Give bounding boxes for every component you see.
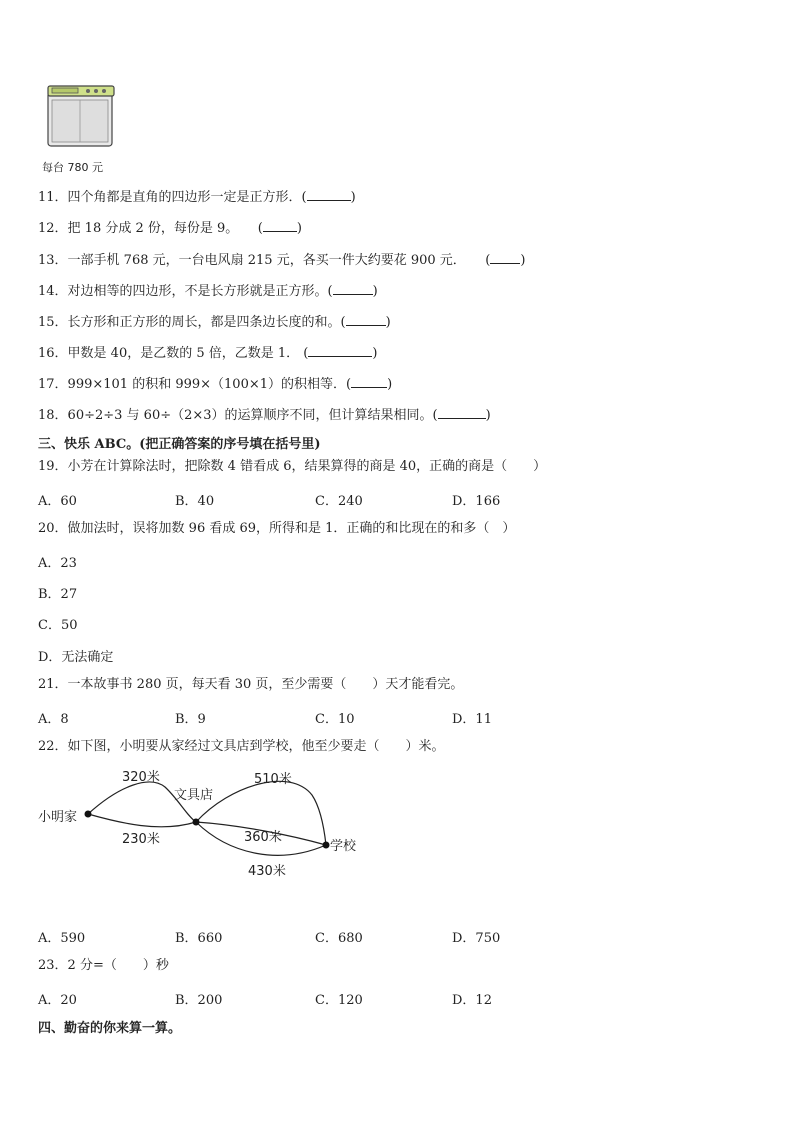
distance-320: 320米 — [122, 770, 160, 785]
question-18: 18．60÷2÷3 与 60÷（2×3）的运算顺序不同，但计算结果相同。( ) — [38, 408, 491, 423]
q22-option-b[interactable]: B．660 — [175, 931, 223, 946]
section-4-title: 四、勤奋的你来算一算。 — [38, 1021, 182, 1036]
shop-point — [193, 819, 200, 826]
distance-230: 230米 — [122, 832, 160, 847]
washing-machine-icon — [44, 82, 118, 148]
q19-option-b[interactable]: B．40 — [175, 494, 215, 509]
question-22-stem: 22．如下图，小明要从家经过文具店到学校，他至少要走（ ）米。 — [38, 739, 445, 754]
question-13: 13．一部手机 768 元，一台电风扇 215 元，各买一件大约要花 900 元． ( ) — [38, 253, 526, 268]
section-3-title: 三、快乐 ABC。(把正确答案的序号填在括号里) — [38, 437, 321, 452]
q23-option-a[interactable]: A．20 — [38, 993, 77, 1008]
q21-option-c[interactable]: C．10 — [315, 712, 355, 727]
q23-option-c[interactable]: C．120 — [315, 993, 363, 1008]
q22-option-a[interactable]: A．590 — [38, 931, 86, 946]
question-15: 15．长方形和正方形的周长，都是四条边长度的和。( ) — [38, 315, 391, 330]
distance-510: 510米 — [254, 772, 292, 787]
shop-label: 文具店 — [174, 788, 214, 803]
question-21-stem: 21．一本故事书 280 页，每天看 30 页，至少需要（ ）天才能看完。 — [38, 677, 464, 692]
school-point — [323, 842, 330, 849]
question-11: 11．四个角都是直角的四边形一定是正方形．( ) — [38, 190, 356, 205]
q21-option-a[interactable]: A．8 — [38, 712, 69, 727]
question-14: 14．对边相等的四边形，不是长方形就是正方形。( ) — [38, 284, 378, 299]
washing-machine-image — [44, 82, 118, 148]
answer-blank[interactable] — [351, 375, 387, 388]
route-map — [30, 765, 370, 885]
home-point — [85, 811, 92, 818]
q20-option-a[interactable]: A．23 — [38, 556, 77, 571]
answer-blank[interactable] — [308, 344, 372, 357]
distance-360: 360米 — [244, 830, 282, 845]
question-16: 16．甲数是 40，是乙数的 5 倍，乙数是 1． ( ) — [38, 346, 378, 361]
question-23-stem: 23．2 分=（ ）秒 — [38, 958, 169, 973]
answer-blank[interactable] — [333, 282, 373, 295]
question-19-stem: 19．小芳在计算除法时，把除数 4 错看成 6，结果算得的商是 40，正确的商是（ ） — [38, 459, 547, 474]
q21-option-b[interactable]: B．9 — [175, 712, 206, 727]
question-12: 12．把 18 分成 2 份，每份是 9。 ( ) — [38, 221, 302, 236]
q22-option-d[interactable]: D．750 — [452, 931, 501, 946]
question-20-stem: 20．做加法时，误将加数 96 看成 69，所得和是 1．正确的和比现在的和多（ ） — [38, 521, 516, 536]
q23-option-d[interactable]: D．12 — [452, 993, 492, 1008]
distance-430: 430米 — [248, 864, 286, 879]
q20-option-d[interactable]: D．无法确定 — [38, 650, 114, 665]
answer-blank[interactable] — [263, 219, 297, 232]
q19-option-d[interactable]: D．166 — [452, 494, 501, 509]
school-label: 学校 — [330, 839, 357, 854]
answer-blank[interactable] — [438, 406, 486, 419]
q21-option-d[interactable]: D．11 — [452, 712, 492, 727]
q22-option-c[interactable]: C．680 — [315, 931, 363, 946]
home-label: 小明家 — [38, 810, 78, 825]
q20-option-c[interactable]: C．50 — [38, 618, 78, 633]
q19-option-c[interactable]: C．240 — [315, 494, 363, 509]
question-17: 17．999×101 的积和 999×（100×1）的积相等．( ) — [38, 377, 393, 392]
answer-blank[interactable] — [346, 313, 386, 326]
route-230 — [88, 814, 196, 827]
answer-blank[interactable] — [490, 251, 520, 264]
q23-option-b[interactable]: B．200 — [175, 993, 223, 1008]
answer-blank[interactable] — [307, 188, 351, 201]
q20-option-b[interactable]: B．27 — [38, 587, 78, 602]
price-caption: 每台 780 元 — [42, 161, 103, 174]
q19-option-a[interactable]: A．60 — [38, 494, 77, 509]
